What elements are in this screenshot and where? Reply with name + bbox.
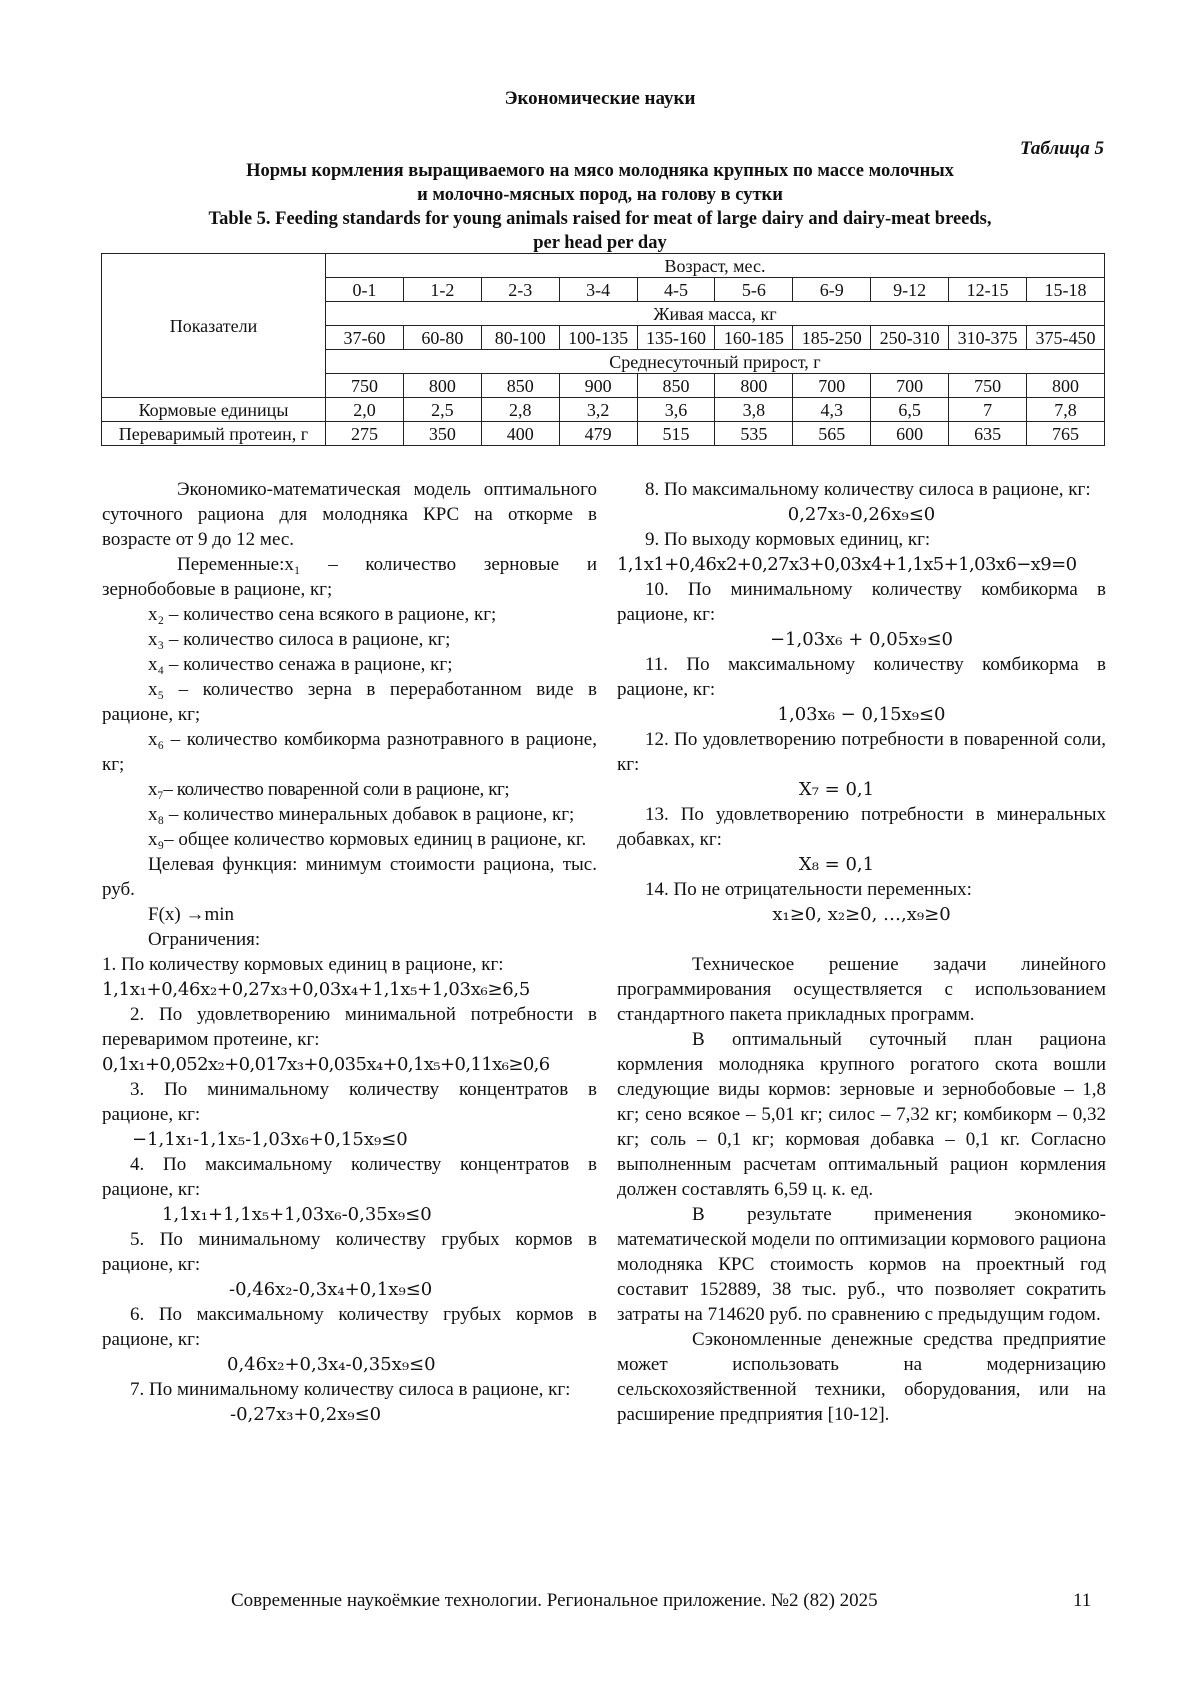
constraints-title: Ограничения:: [148, 929, 261, 950]
age-cell: 5-6: [715, 278, 793, 302]
table-cell: 3,8: [715, 398, 793, 422]
age-cell: 4-5: [637, 278, 715, 302]
table-cell: 4,3: [793, 398, 871, 422]
constraint-1: 1. По количеству кормовых единиц в рационе, кг:: [102, 954, 504, 975]
right-column: [617, 477, 1106, 1427]
intro-paragraph: Экономико-математическая модель оптимального суточного рациона для молодняка КРС на откорме в возрасте от 9 до 12 мес.: [102, 479, 597, 550]
table-cell: 565: [793, 422, 871, 446]
gain-cell: 700: [871, 374, 949, 398]
age-cell: 1-2: [403, 278, 481, 302]
variable-x7: x₇– количество поваренной соли в рационе, кг;: [148, 779, 510, 800]
constraint-8: 8. По максимальному количеству силоса в рационе, кг:: [645, 479, 1091, 500]
indicators-header: Показатели: [102, 254, 326, 398]
constraint-6-formula: 0,46x₂+0,3x₄-0,35x₉≤0: [227, 1354, 436, 1375]
caption-ru-line-2: и молочно-мясных пород, на голову в сутки: [417, 185, 783, 205]
row-label: Кормовые единицы: [102, 398, 326, 422]
table-label: Таблица 5: [1019, 138, 1104, 159]
variable-x2: x₂ – количество сена всякого в рационе, кг;: [148, 604, 497, 625]
variables-label: Переменные:: [177, 554, 285, 575]
table-cell: 635: [949, 422, 1027, 446]
variable-x1: x₁ – количество зерновые и зернобобовые в рационе, кг;: [102, 554, 597, 600]
section-header: Экономические науки: [504, 88, 696, 109]
age-cell: 6-9: [793, 278, 871, 302]
constraint-12: 12. По удовлетворению потребности в поваренной соли, кг:: [617, 729, 1106, 775]
constraint-7-formula: -0,27x₃+0,2x₉≤0: [230, 1404, 382, 1425]
table-row: [102, 422, 1105, 446]
constraint-6: 6. По максимальному количеству грубых кормов в рационе, кг:: [102, 1304, 597, 1350]
gain-cell: 850: [481, 374, 559, 398]
journal-title: Современные наукоёмкие технологии. Региональное приложение. №2 (82) 2025: [231, 1590, 878, 1611]
table-cell: 3,6: [637, 398, 715, 422]
age-cell: 3-4: [559, 278, 637, 302]
constraint-2: 2. По удовлетворению минимальной потребности в переваримом протеине, кг:: [102, 1004, 597, 1050]
table-cell: 7,8: [1027, 398, 1105, 422]
variable-x3: x₃ – количество силоса в рационе, кг;: [148, 629, 451, 650]
mass-cell: 310-375: [949, 326, 1027, 350]
mass-cell: 250-310: [871, 326, 949, 350]
constraint-8-formula: 0,27x₃-0,26x₉≤0: [787, 504, 936, 525]
table-cell: 400: [481, 422, 559, 446]
mass-cell: 80-100: [481, 326, 559, 350]
caption-ru-line-1: Нормы кормления выращиваемого на мясо молодняка крупных по массе молочных: [246, 161, 954, 181]
variable-x8: x₈ – количество минеральных добавок в рационе, кг;: [148, 804, 575, 825]
goal-function: Целевая функция: минимум стоимости рациона, тыс. руб.: [102, 854, 597, 900]
mass-cell: 160-185: [715, 326, 793, 350]
variable-x9: x₉– общее количество кормовых единиц в рационе, кг.: [148, 829, 587, 850]
constraint-9-formula: 1,1x1+0,46x2+0,27x3+0,03x4+1,1x5+1,03x6−x9=0: [617, 554, 1077, 575]
gain-cell: 800: [1027, 374, 1105, 398]
caption-en-line-1: Table 5. Feeding standards for young animals raised for meat of large dairy and dairy-meat breeds,: [208, 209, 992, 229]
age-cell: 12-15: [949, 278, 1027, 302]
constraint-11-formula: 1,03x₆ − 0,15x₉≤0: [777, 704, 946, 725]
constraint-1-formula: 1,1x₁+0,46x₂+0,27x₃+0,03x₄+1,1x₅+1,03x₆≥6,5: [102, 979, 530, 1000]
age-header: Возраст, мес.: [326, 254, 1105, 278]
table-cell: 350: [403, 422, 481, 446]
mass-header: Живая масса, кг: [326, 302, 1105, 326]
table-cell: 275: [326, 422, 404, 446]
row-label: Переваримый протеин, г: [102, 422, 326, 446]
table-cell: 6,5: [871, 398, 949, 422]
gain-cell: 750: [326, 374, 404, 398]
constraint-2-formula: 0,1x₁+0,052x₂+0,017x₃+0,035x₄+0,1x₅+0,11x₆≥0,6: [102, 1054, 550, 1075]
constraint-10: 10. По минимальному количеству комбикорма в рационе, кг:: [617, 579, 1106, 625]
table-cell: 7: [949, 398, 1027, 422]
constraint-3: 3. По минимальному количеству концентратов в рационе, кг:: [102, 1079, 597, 1125]
table-cell: 3,2: [559, 398, 637, 422]
caption-en-line-2: per head per day: [533, 233, 667, 253]
table-row: [102, 398, 1105, 422]
constraint-14: 14. По не отрицательности переменных:: [645, 879, 972, 900]
gain-cell: 850: [637, 374, 715, 398]
constraint-13-formula: X₈ = 0,1: [798, 854, 875, 875]
left-column: [102, 477, 597, 1427]
constraint-4: 4. По максимальному количеству концентратов в рационе, кг:: [102, 1154, 597, 1200]
constraint-9: 9. По выходу кормовых единиц, кг:: [645, 529, 931, 550]
table-cell: 479: [559, 422, 637, 446]
constraint-3-formula: −1,1x₁-1,1x₅-1,03x₆+0,15x₉≤0: [132, 1129, 408, 1150]
mass-cell: 185-250: [793, 326, 871, 350]
table-cell: 600: [871, 422, 949, 446]
paragraph-savings: Сэкономленные денежные средства предприятие может использовать на модернизацию сельскохозяйственной техники, оборудования, или на расширение предприятия [10-12].: [617, 1329, 1106, 1425]
age-cell: 2-3: [481, 278, 559, 302]
variable-x5: x₅ – количество зерна в переработанном виде в рационе, кг;: [102, 679, 597, 725]
page-number: 11: [1073, 1590, 1092, 1611]
table-cell: 515: [637, 422, 715, 446]
constraint-7: 7. По минимальному количеству силоса в рационе, кг:: [130, 1379, 571, 1400]
gain-cell: 800: [403, 374, 481, 398]
table-cell: 2,8: [481, 398, 559, 422]
constraint-11: 11. По максимальному количеству комбикорма в рационе, кг:: [617, 654, 1106, 700]
constraint-10-formula: −1,03x₆ + 0,05x₉≤0: [769, 629, 954, 650]
constraint-14-formula: x₁≥0, x₂≥0, …,x₉≥0: [772, 904, 951, 925]
feeding-norms-table: [101, 253, 1105, 446]
variable-x6: x₆ – количество комбикорма разнотравного в рационе, кг;: [102, 729, 597, 775]
mass-cell: 60-80: [403, 326, 481, 350]
gain-cell: 700: [793, 374, 871, 398]
age-cell: 15-18: [1027, 278, 1105, 302]
age-cell: 0-1: [326, 278, 404, 302]
table-cell: 765: [1027, 422, 1105, 446]
constraint-5: 5. По минимальному количеству грубых кормов в рационе, кг:: [102, 1229, 597, 1275]
constraint-4-formula: 1,1x₁+1,1x₅+1,03x₆-0,35x₉≤0: [162, 1204, 432, 1225]
gain-cell: 750: [949, 374, 1027, 398]
gain-cell: 800: [715, 374, 793, 398]
objective-formula: F(x) →min: [148, 904, 235, 925]
constraint-13: 13. По удовлетворению потребности в минеральных добавках, кг:: [617, 804, 1106, 850]
mass-cell: 37-60: [326, 326, 404, 350]
constraint-12-formula: X₇ = 0,1: [798, 779, 875, 800]
table-cell: 2,0: [326, 398, 404, 422]
table-cell: 535: [715, 422, 793, 446]
table-caption: [96, 159, 1104, 255]
table-cell: 2,5: [403, 398, 481, 422]
variables-intro: [102, 552, 597, 602]
paragraph-results: В результате применения экономико-математической модели по оптимизации кормового рациона молодняка КРС стоимость кормов на проектный год составит 152889, 38 тыс. руб., что позволяет сократить затраты на 714620 руб. по сравнению с предыдущим годом.: [617, 1204, 1106, 1325]
age-cell: 9-12: [871, 278, 949, 302]
paragraph-technical-solution: Техническое решение задачи линейного программирования осуществляется с использованием стандартного пакета прикладных программ.: [617, 954, 1106, 1025]
mass-cell: 375-450: [1027, 326, 1105, 350]
constraint-5-formula: -0,46x₂-0,3x₄+0,1x₉≤0: [229, 1279, 433, 1300]
variable-x4: x₄ – количество сенажа в рационе, кг;: [148, 654, 453, 675]
mass-cell: 100-135: [559, 326, 637, 350]
paragraph-optimal-plan: В оптимальный суточный план рациона кормления молодняка крупного рогатого скота вошли следующие виды кормов: зерновые и зернобобовые – 1,8 кг; сено всякое – 5,01 кг; силос – 7,32 кг; комбикорм – 0,32 кг; соль – 0,1 кг; кормовая добавка – 0,1 кг. Согласно выполненным расчетам оптимальный рацион кормления должен составлять 6,59 ц. к. ед.: [617, 1029, 1106, 1200]
gain-cell: 900: [559, 374, 637, 398]
mass-cell: 135-160: [637, 326, 715, 350]
table-row: [102, 254, 1105, 278]
gain-header: Среднесуточный прирост, г: [326, 350, 1105, 374]
